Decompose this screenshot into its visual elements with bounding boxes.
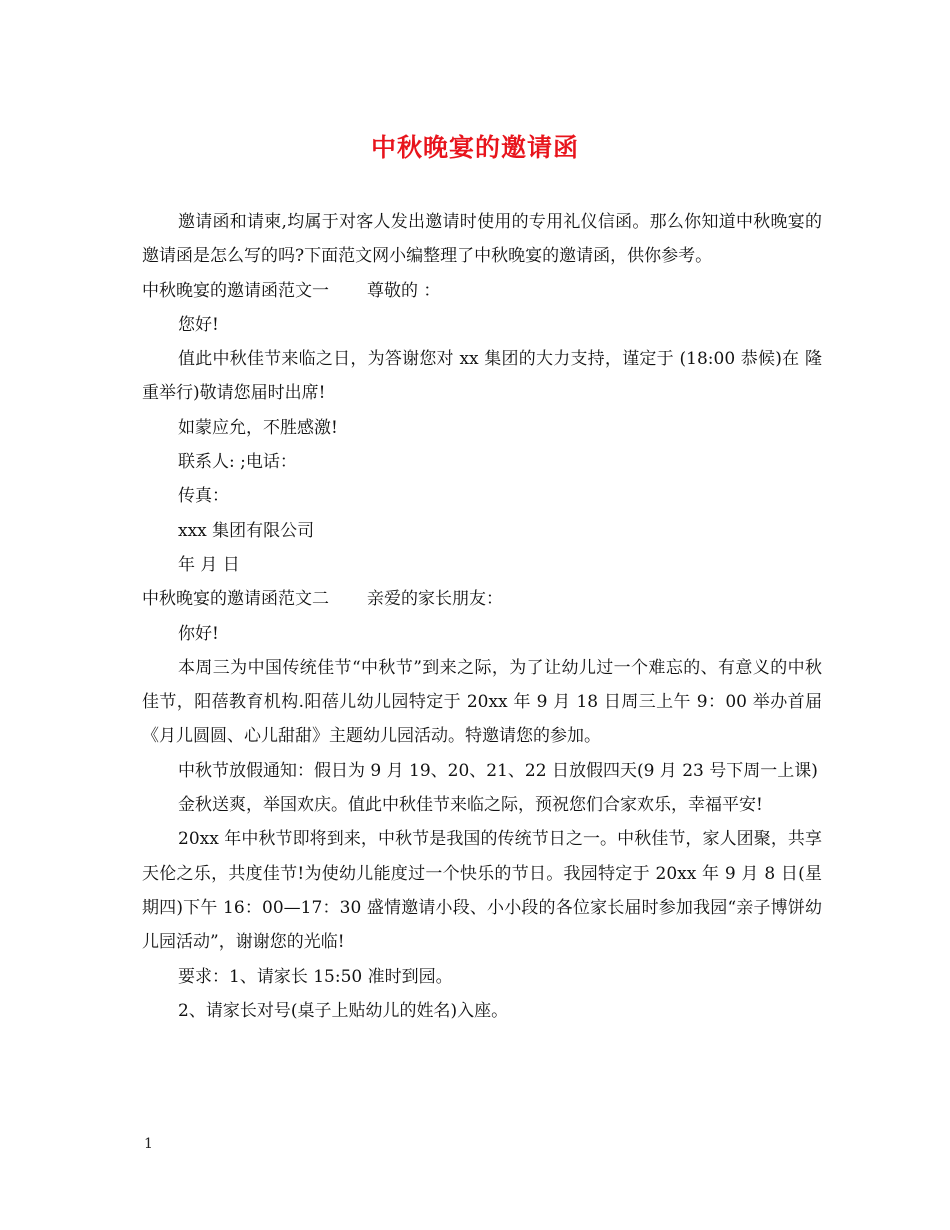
paragraph-requirement-one: 要求：1、请家长 15:50 准时到园。 bbox=[178, 966, 453, 987]
sample-two-label: 中秋晚宴的邀请函范文二 bbox=[142, 589, 329, 610]
paragraph-parent-invitation: 20xx 年中秋节即将到来，中秋节是我国的传统节日之一。中秋佳节，家人团聚，共享天伦之乐，共度佳节!为使幼儿能度过一个快乐的节日。我园特定于 20xx 年 9 月 8 日(星期四)下午 16：00—17：30 盛情邀请小段、小小段的各位家长届时参加我园“亲子博饼幼儿园活动”，谢谢您的光临! bbox=[142, 829, 822, 953]
sample-two-salutation: 亲爱的家长朋友： bbox=[367, 589, 503, 610]
paragraph-thanks: 如蒙应允，不胜感激! bbox=[178, 417, 338, 438]
paragraph-intro: 邀请函和请柬,均属于对客人发出邀请时使用的专用礼仪信函。那么你知道中秋晚宴的邀请函是怎么写的吗?下面范文网小编整理了中秋晚宴的邀请函，供你参考。 bbox=[142, 212, 822, 267]
paragraph-invitation-one: 值此中秋佳节来临之日，为答谢您对 xx 集团的大力支持，谨定于 (18:00 恭候)在 隆重举行)敬请您届时出席! bbox=[142, 349, 822, 404]
paragraph-event-announcement: 本周三为中国传统佳节“中秋节”到来之际，为了让幼儿过一个难忘的、有意义的中秋佳节，阳蓓教育机构.阳蓓儿幼儿园特定于 20xx 年 9 月 18 日周三上午 9：00 举办首届《月儿圆圆、心儿甜甜》主题幼儿园活动。特邀请您的参加。 bbox=[142, 657, 822, 747]
document-title: 中秋晚宴的邀请函 bbox=[370, 133, 579, 162]
paragraph-greeting-two: 你好! bbox=[178, 623, 219, 644]
paragraph-fax: 传真： bbox=[178, 486, 229, 507]
sample-one-label: 中秋晚宴的邀请函范文一 bbox=[142, 280, 329, 301]
paragraph-greeting-one: 您好! bbox=[178, 314, 219, 335]
paragraph-sample-two-heading bbox=[142, 582, 822, 616]
document-body bbox=[142, 205, 822, 1028]
paragraph-holiday-notice: 中秋节放假通知：假日为 9 月 19、20、21、22 日放假四天(9 月 23 号下周一上课) bbox=[178, 760, 818, 781]
sample-one-salutation: 尊敬的 ： bbox=[367, 280, 441, 301]
page-number: 1 bbox=[144, 1136, 153, 1152]
paragraph-wishes: 金秋送爽，举国欢庆。值此中秋佳节来临之际，预祝您们合家欢乐，幸福平安! bbox=[178, 795, 763, 816]
paragraph-date: 年 月 日 bbox=[178, 554, 240, 575]
paragraph-contact: 联系人: ;电话： bbox=[178, 452, 297, 473]
paragraph-sample-one-heading bbox=[142, 274, 822, 308]
paragraph-requirement-two: 2、请家长对号(桌子上贴幼儿的姓名)入座。 bbox=[178, 1000, 509, 1021]
paragraph-company: xxx 集团有限公司 bbox=[178, 520, 315, 541]
